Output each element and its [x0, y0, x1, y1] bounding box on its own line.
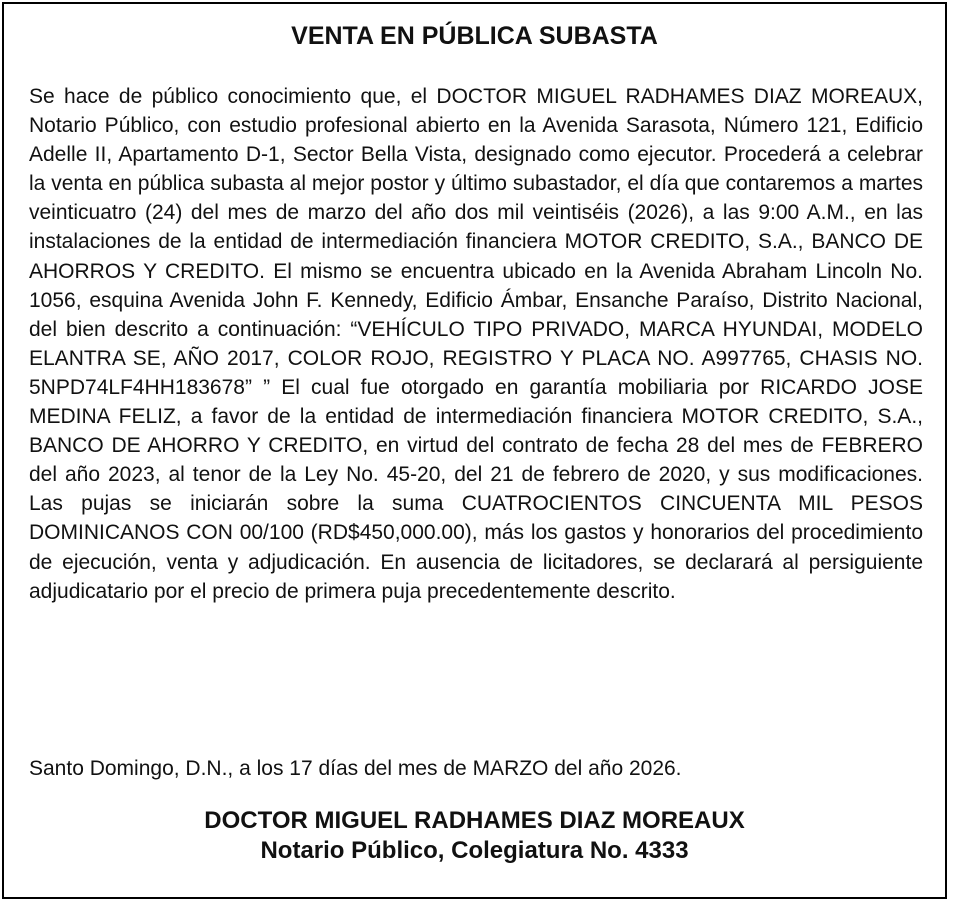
notice-body: Se hace de público conocimiento que, el DOCTOR MIGUEL RADHAMES DIAZ MOREAUX, Notario Público, con estudio profesional abierto en la Avenida Sarasota, Número 121, Edificio Adelle II, Apartamento D-1, Sector Bella Vista, designado como ejecutor. Procederá a celebrar la venta en pública subasta al mejor postor y último subastador, el día que contaremos a martes veinticuatro (24) del mes de marzo del año dos mil veintiséis (2026), a las 9:00 A.M., en las instalaciones de la entidad de intermediación financiera MOTOR CREDITO, S.A., BANCO DE AHORROS Y CREDITO. El mismo se encuentra ubicado en la Avenida Abraham Lincoln No. 1056, esquina Avenida John F. Kennedy, Edificio Ámbar, Ensanche Paraíso, Distrito Nacional, del bien descrito a continuación: “VEHÍCULO TIPO PRIVADO, MARCA HYUNDAI, MODELO ELANTRA SE, AÑO 2017, COLOR ROJO, REGISTRO Y PLACA NO. A997765, CHASIS NO. 5NPD74LF4HH183678” ” El cual fue otorgado en garantía mobiliaria por RICARDO JOSE MEDINA FELIZ, a favor de la entidad de intermediación financiera MOTOR CREDITO, S.A., BANCO DE AHORRO Y CREDITO, en virtud del contrato de fecha 28 del mes de FEBRERO del año 2023, al tenor de la Ley No. 45-20, del 21 de febrero de 2020, y sus modificaciones. Las pujas se iniciarán sobre la suma CUATROCIENTOS CINCUENTA MIL PESOS DOMINICANOS CON 00/100 (RD$450,000.00), más los gastos y honorarios del procedimiento de ejecución, venta y adjudicación. En ausencia de licitadores, se declarará al persiguiente adjudicatario por el precio de primera puja precedentemente descrito. [29, 85, 923, 603]
signature-block [4, 806, 945, 866]
notice-date-line: Santo Domingo, D.N., a los 17 días del mes de MARZO del año 2026. [29, 757, 682, 780]
public-auction-notice [2, 2, 947, 899]
signatory-role: Notario Público, Colegiatura No. 4333 [260, 837, 689, 864]
notice-title: VENTA EN PÚBLICA SUBASTA [291, 22, 658, 50]
signatory-name: DOCTOR MIGUEL RADHAMES DIAZ MOREAUX [204, 807, 745, 834]
